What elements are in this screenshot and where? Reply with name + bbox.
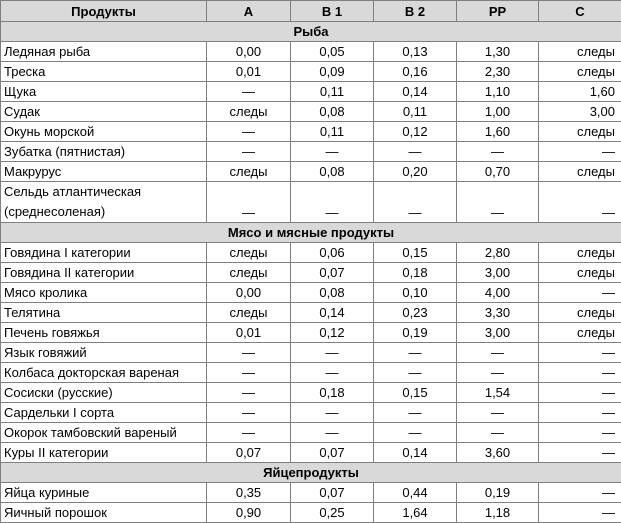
cell-b2: 0,14	[374, 443, 457, 463]
cell-b2: 0,44	[374, 483, 457, 503]
section-title: Мясо и мясные продукты	[1, 223, 621, 243]
table-row	[1, 42, 621, 62]
cell-c: —	[539, 423, 621, 443]
section-title: Яйцепродукты	[1, 463, 621, 483]
cell-c: следы	[539, 303, 621, 323]
cell-b2: 0,10	[374, 283, 457, 303]
table-row	[1, 383, 621, 403]
product-name: Сардельки I сорта	[1, 403, 207, 423]
cell-b2: 0,16	[374, 62, 457, 82]
table-row	[1, 142, 621, 162]
table-row	[1, 182, 621, 223]
product-name: Окунь морской	[1, 122, 207, 142]
cell-b2: 0,18	[374, 263, 457, 283]
cell-b1: 0,09	[291, 62, 374, 82]
table-row	[1, 303, 621, 323]
cell-pp: 1,54	[457, 383, 539, 403]
cell-pp: —	[457, 403, 539, 423]
cell-b2: —	[374, 363, 457, 383]
cell-pp: —	[457, 182, 539, 223]
table-row	[1, 503, 621, 523]
cell-b1: —	[291, 363, 374, 383]
cell-b1: 0,08	[291, 283, 374, 303]
cell-b2: 1,64	[374, 503, 457, 523]
cell-c: —	[539, 363, 621, 383]
cell-b2: 0,15	[374, 383, 457, 403]
table-row	[1, 363, 621, 383]
table-row	[1, 102, 621, 122]
cell-pp: 0,70	[457, 162, 539, 182]
cell-a: —	[207, 82, 291, 102]
cell-b1: 0,08	[291, 162, 374, 182]
header-b1: B 1	[291, 1, 374, 22]
cell-pp: 3,00	[457, 263, 539, 283]
cell-b2: 0,19	[374, 323, 457, 343]
cell-c: —	[539, 443, 621, 463]
product-name: Куры II категории	[1, 443, 207, 463]
table-row	[1, 323, 621, 343]
product-name: Колбаса докторская вареная	[1, 363, 207, 383]
cell-pp: 1,60	[457, 122, 539, 142]
cell-a: —	[207, 383, 291, 403]
cell-c: следы	[539, 62, 621, 82]
cell-a: 0,90	[207, 503, 291, 523]
cell-pp: 3,30	[457, 303, 539, 323]
header-c: C	[539, 1, 621, 22]
table-row	[1, 62, 621, 82]
table-row	[1, 403, 621, 423]
cell-b2: 0,20	[374, 162, 457, 182]
cell-pp: 1,18	[457, 503, 539, 523]
cell-pp: 4,00	[457, 283, 539, 303]
cell-pp: 1,10	[457, 82, 539, 102]
section-title: Рыба	[1, 22, 621, 42]
cell-c: следы	[539, 243, 621, 263]
cell-b1: 0,14	[291, 303, 374, 323]
cell-a: следы	[207, 243, 291, 263]
product-name: Судак	[1, 102, 207, 122]
cell-pp: —	[457, 423, 539, 443]
cell-b2: —	[374, 142, 457, 162]
cell-b1: —	[291, 343, 374, 363]
cell-b1: 0,07	[291, 443, 374, 463]
product-name: Яичный порошок	[1, 503, 207, 523]
cell-a: —	[207, 182, 291, 223]
cell-pp: 2,80	[457, 243, 539, 263]
cell-a: 0,00	[207, 42, 291, 62]
cell-pp: 1,00	[457, 102, 539, 122]
table-row	[1, 263, 621, 283]
cell-b2: —	[374, 182, 457, 223]
cell-c: 1,60	[539, 82, 621, 102]
cell-a: —	[207, 363, 291, 383]
cell-c: следы	[539, 323, 621, 343]
cell-a: 0,07	[207, 443, 291, 463]
cell-c: —	[539, 403, 621, 423]
cell-b2: —	[374, 423, 457, 443]
cell-b1: 0,07	[291, 263, 374, 283]
product-name: Зубатка (пятнистая)	[1, 142, 207, 162]
cell-b2: —	[374, 343, 457, 363]
product-name: Яйца куриные	[1, 483, 207, 503]
cell-b1: 0,11	[291, 122, 374, 142]
cell-b1: 0,12	[291, 323, 374, 343]
product-name: Мясо кролика	[1, 283, 207, 303]
table-row	[1, 483, 621, 503]
cell-a: 0,01	[207, 62, 291, 82]
table-row	[1, 443, 621, 463]
cell-pp: —	[457, 142, 539, 162]
header-row	[1, 1, 621, 22]
table-row	[1, 283, 621, 303]
product-name: Макрурус	[1, 162, 207, 182]
cell-b1: 0,07	[291, 483, 374, 503]
cell-a: —	[207, 142, 291, 162]
table-row	[1, 162, 621, 182]
cell-b1: 0,05	[291, 42, 374, 62]
cell-b2: 0,15	[374, 243, 457, 263]
cell-a: —	[207, 403, 291, 423]
cell-c: —	[539, 483, 621, 503]
cell-a: 0,01	[207, 323, 291, 343]
cell-c: следы	[539, 162, 621, 182]
cell-b1: 0,25	[291, 503, 374, 523]
cell-b1: 0,06	[291, 243, 374, 263]
cell-b1: 0,11	[291, 82, 374, 102]
cell-a: —	[207, 122, 291, 142]
product-name: Треска	[1, 62, 207, 82]
header-b2: B 2	[374, 1, 457, 22]
cell-a: —	[207, 343, 291, 363]
table-row	[1, 243, 621, 263]
product-name: Телятина	[1, 303, 207, 323]
cell-pp: 1,30	[457, 42, 539, 62]
product-name: Язык говяжий	[1, 343, 207, 363]
section-row	[1, 223, 621, 243]
cell-b1: —	[291, 423, 374, 443]
cell-pp: 3,60	[457, 443, 539, 463]
header-pp: PP	[457, 1, 539, 22]
cell-a: следы	[207, 102, 291, 122]
cell-pp: 2,30	[457, 62, 539, 82]
product-name: Говядина I категории	[1, 243, 207, 263]
cell-c: следы	[539, 263, 621, 283]
cell-a: следы	[207, 263, 291, 283]
cell-c: —	[539, 343, 621, 363]
section-row	[1, 463, 621, 483]
cell-c: —	[539, 383, 621, 403]
table-row	[1, 82, 621, 102]
cell-c: следы	[539, 122, 621, 142]
product-name: Печень говяжья	[1, 323, 207, 343]
cell-c: следы	[539, 42, 621, 62]
product-name: Окорок тамбовский вареный	[1, 423, 207, 443]
cell-c: —	[539, 503, 621, 523]
cell-pp: —	[457, 363, 539, 383]
cell-b1: 0,08	[291, 102, 374, 122]
cell-a: следы	[207, 162, 291, 182]
cell-a: 0,00	[207, 283, 291, 303]
cell-c: —	[539, 182, 621, 223]
header-a: A	[207, 1, 291, 22]
header-products: Продукты	[1, 1, 207, 22]
cell-c: 3,00	[539, 102, 621, 122]
cell-c: —	[539, 283, 621, 303]
cell-a: следы	[207, 303, 291, 323]
table-row	[1, 423, 621, 443]
table-row	[1, 343, 621, 363]
cell-b1: —	[291, 403, 374, 423]
product-name: Говядина II категории	[1, 263, 207, 283]
cell-b2: 0,14	[374, 82, 457, 102]
cell-b1: 0,18	[291, 383, 374, 403]
cell-b1: —	[291, 142, 374, 162]
cell-pp: 3,00	[457, 323, 539, 343]
cell-b2: 0,13	[374, 42, 457, 62]
cell-b2: 0,23	[374, 303, 457, 323]
cell-c: —	[539, 142, 621, 162]
product-name: Щука	[1, 82, 207, 102]
cell-b1: —	[291, 182, 374, 223]
product-name: Сельдь атлантическая (среднесоленая)	[1, 182, 207, 223]
product-name: Сосиски (русские)	[1, 383, 207, 403]
cell-a: —	[207, 423, 291, 443]
table-row	[1, 122, 621, 142]
cell-pp: —	[457, 343, 539, 363]
cell-a: 0,35	[207, 483, 291, 503]
cell-b2: —	[374, 403, 457, 423]
cell-b2: 0,12	[374, 122, 457, 142]
cell-b2: 0,11	[374, 102, 457, 122]
cell-pp: 0,19	[457, 483, 539, 503]
product-name: Ледяная рыба	[1, 42, 207, 62]
section-row	[1, 22, 621, 42]
